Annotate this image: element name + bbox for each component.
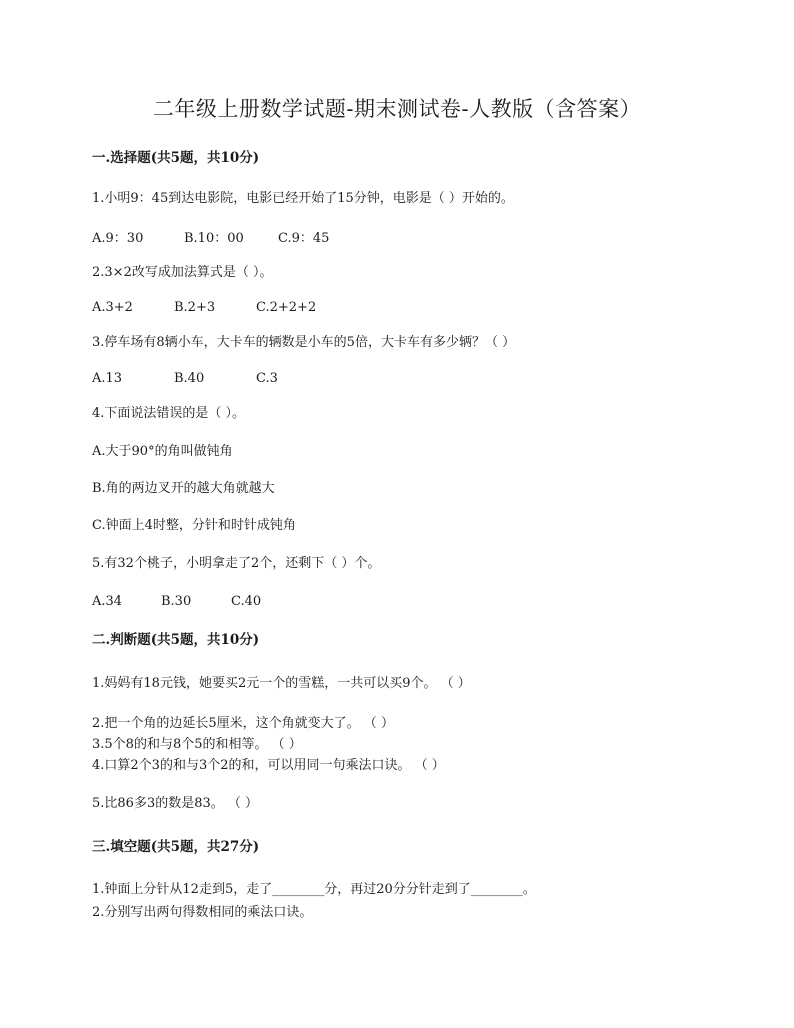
question-2-3: 3.5个8的和与8个5的和相等。 （ ） — [92, 737, 302, 752]
page-title: 二年级上册数学试题-期末测试卷-人教版（含答案） — [152, 97, 642, 121]
section-heading-choice: 一.选择题(共5题，共10分) — [92, 150, 260, 166]
question-1-4: 4.下面说法错误的是（ ）。 — [92, 406, 246, 421]
section-heading-judgement: 二.判断题(共5题，共10分) — [92, 632, 260, 648]
question-1-2-options — [92, 300, 316, 316]
section-heading-fill-blank: 三.填空题(共5题，共27分) — [92, 839, 260, 855]
option-c: C.3 — [256, 371, 278, 386]
question-1-4-option-a: A.大于90°的角叫做钝角 — [92, 444, 233, 459]
option-b: B.10：00 — [184, 231, 244, 246]
option-b: B.40 — [174, 371, 205, 386]
question-1-5: 5.有32个桃子，小明拿走了2个，还剩下（ ）个。 — [92, 556, 381, 571]
question-1-2: 2.3×2改写成加法算式是（ ）。 — [92, 265, 273, 280]
question-2-2: 2.把一个角的边延长5厘米，这个角就变大了。 （ ） — [92, 716, 394, 731]
question-1-1-options — [92, 231, 329, 247]
question-2-4: 4.口算2个3的和与3个2的和，可以用同一句乘法口诀。 （ ） — [92, 758, 445, 773]
option-a: A.13 — [92, 371, 123, 386]
question-3-2: 2.分别写出两句得数相同的乘法口诀。 — [92, 905, 313, 920]
option-b: B.30 — [161, 594, 192, 609]
question-2-1: 1.妈妈有18元钱，她要买2元一个的雪糕，一共可以买9个。 （ ） — [92, 676, 471, 691]
question-2-5: 5.比86多3的数是83。 （ ） — [92, 796, 259, 811]
question-1-1: 1.小明9：45到达电影院，电影已经开始了15分钟，电影是（ ）开始的。 — [92, 191, 514, 206]
option-a: A.34 — [92, 594, 123, 609]
question-1-3-options — [92, 371, 278, 387]
question-1-4-option-c: C.钟面上4时整，分针和时针成钝角 — [92, 518, 296, 533]
question-1-3: 3.停车场有8辆小车，大卡车的辆数是小车的5倍，大卡车有多少辆？（ ） — [92, 335, 516, 350]
question-1-4-option-b: B.角的两边叉开的越大角就越大 — [92, 481, 275, 496]
question-1-5-options — [92, 594, 261, 610]
option-a: A.9：30 — [92, 231, 144, 246]
option-b: B.2+3 — [174, 300, 216, 315]
option-a: A.3+2 — [92, 300, 133, 315]
option-c: C.40 — [231, 594, 262, 609]
question-3-1: 1.钟面上分针从12走到5，走了________分，再过20分分针走到了________。 — [92, 882, 536, 897]
option-c: C.2+2+2 — [256, 300, 317, 315]
option-c: C.9：45 — [278, 231, 330, 246]
